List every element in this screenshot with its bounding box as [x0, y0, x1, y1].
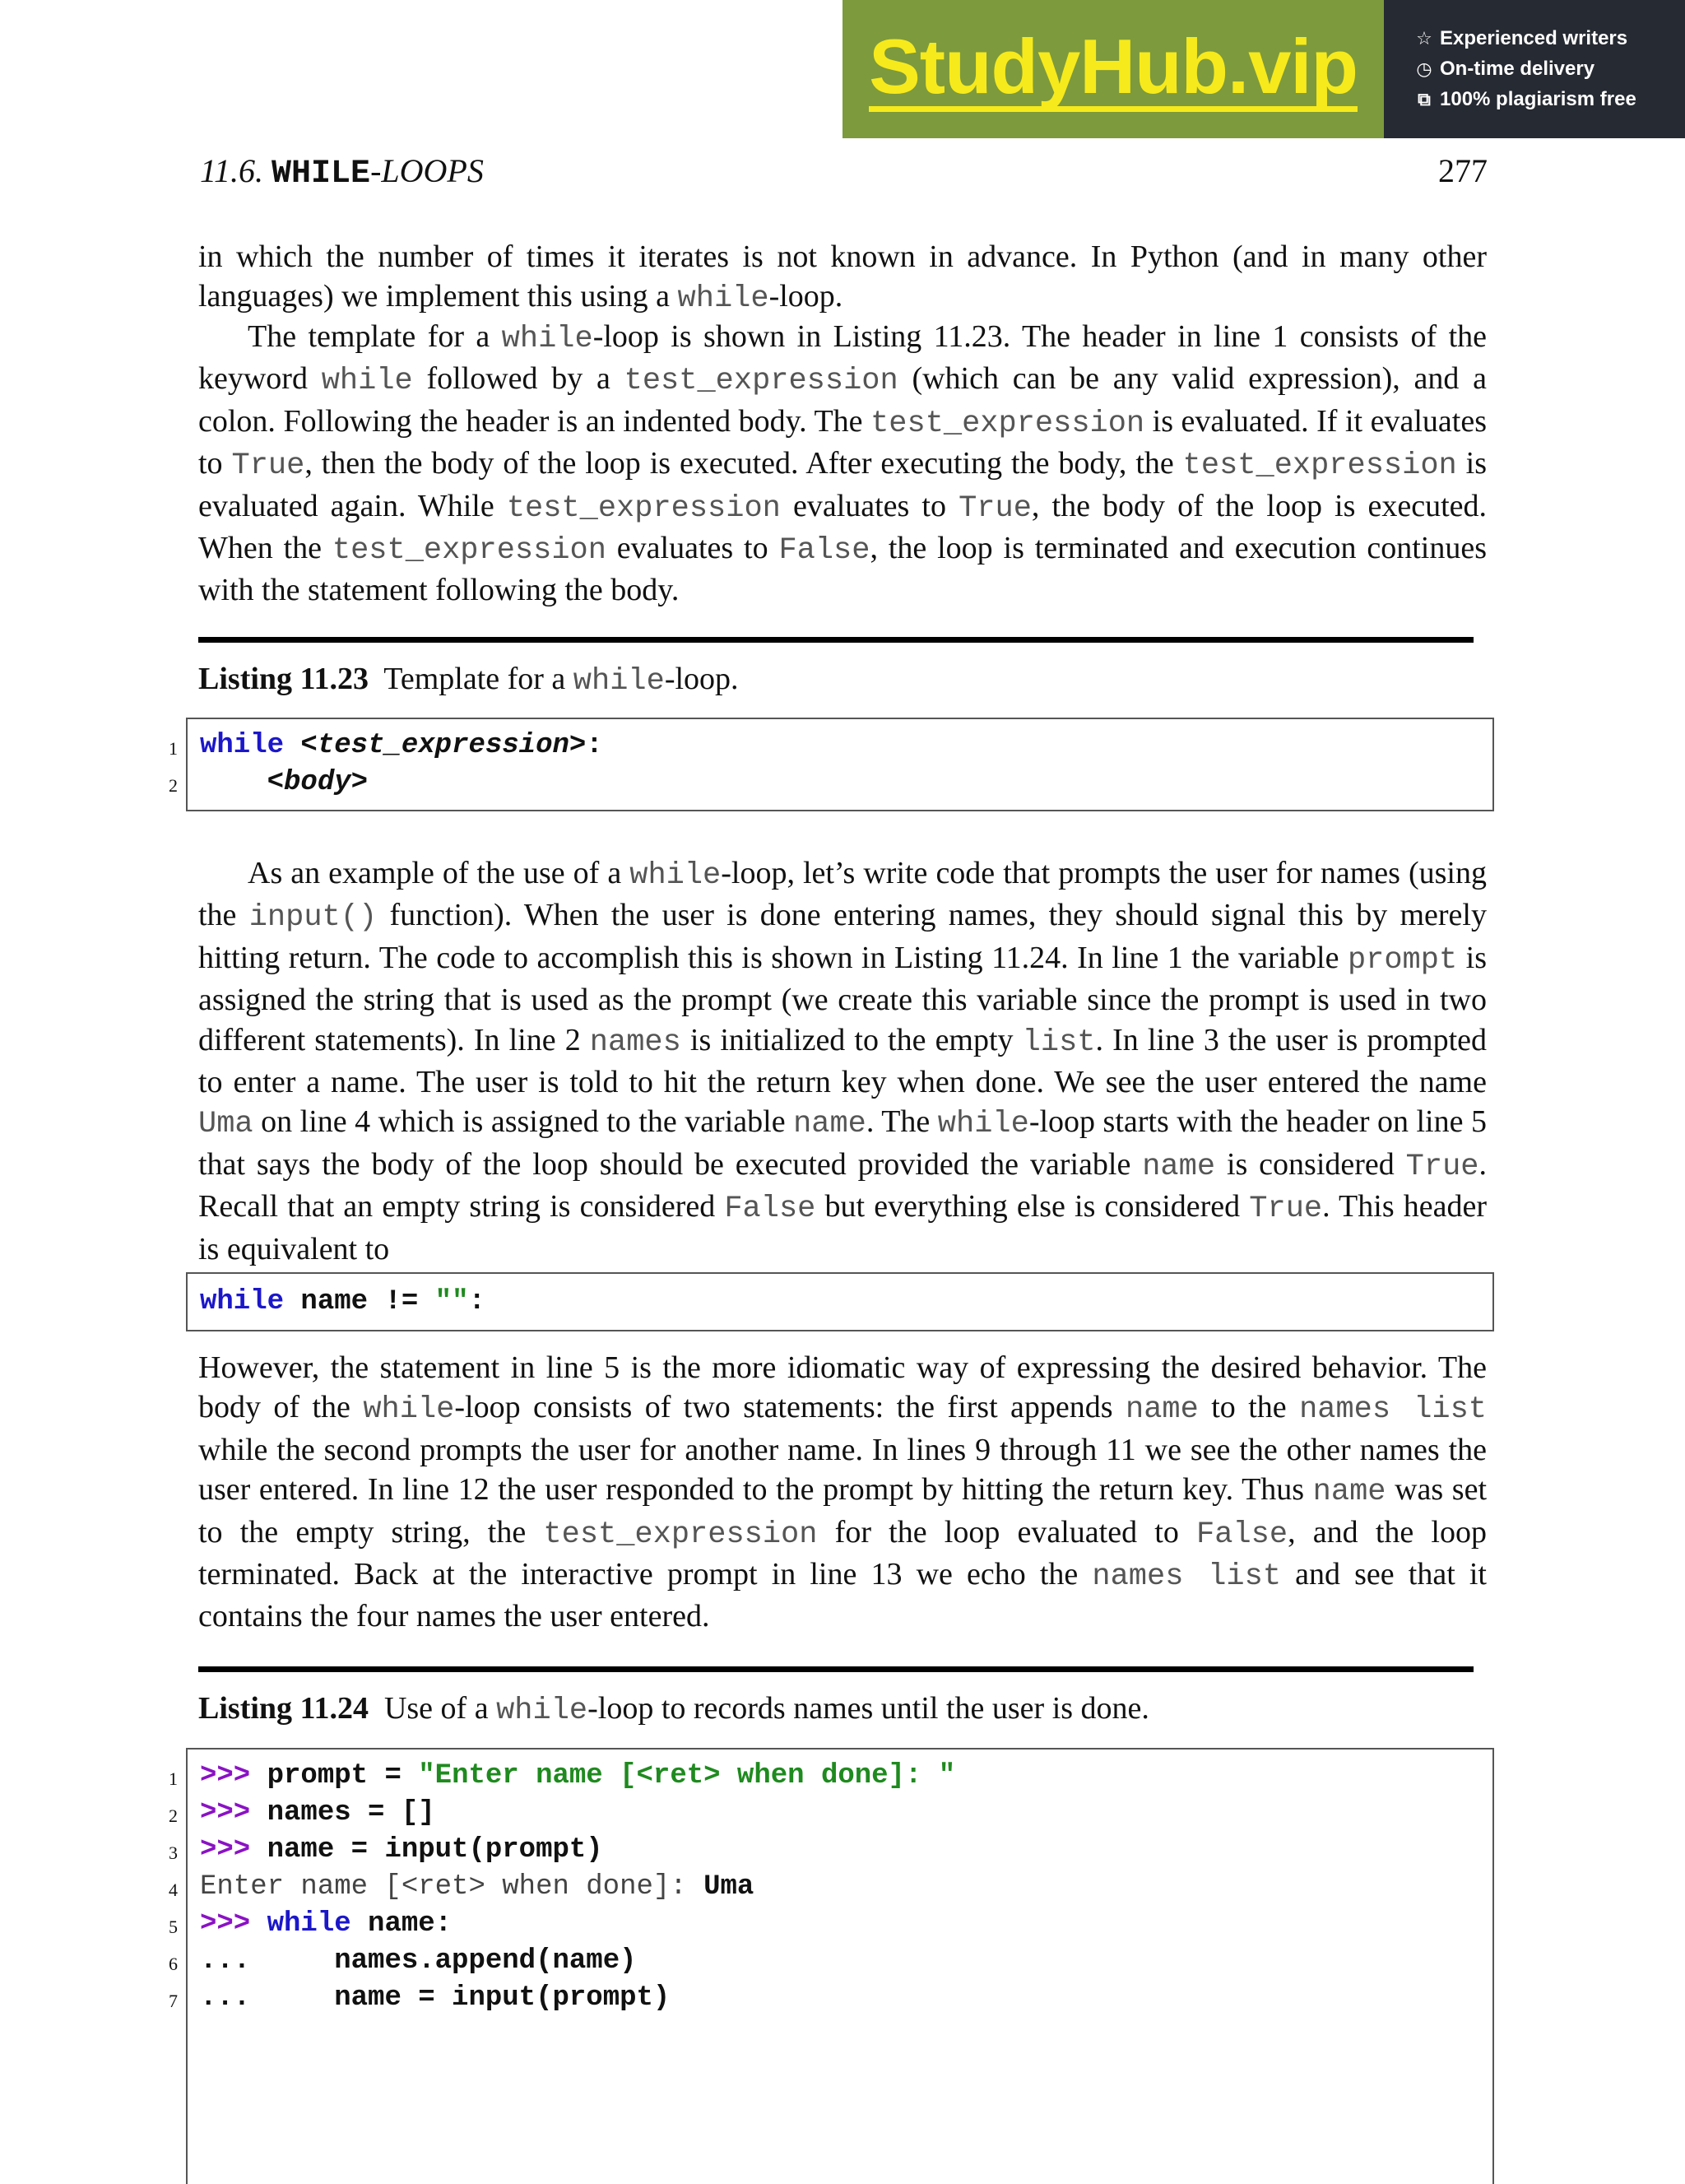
listing-caption: Listing 11.23 Template for a while-loop. — [198, 662, 739, 699]
paragraph-template: The template for a while-loop is shown in Listing 11.23. The header in line 1 consists of the keyword while followed by a test_expression (which can be any valid expression), and a colon. Following the header is an indented body. The test_expression is evaluated. If it evaluates to True, then the body of the loop is executed. After executing the body, the test_expression is evaluated again. While test_expression evaluates to True, the body of the loop is executed. When the test_expression evaluates to False, the loop is terminated and execution continues with the statement following the body. — [198, 319, 1487, 608]
running-header — [200, 151, 1488, 193]
star-outline-icon: ☆ — [1416, 28, 1432, 49]
paragraph-example: As an example of the use of a while-loop, let’s write code that prompts the user for names (using the input() function). When the user is done entering names, they should signal this by merely hitting return. The code to accomplish this is shown in Listing 11.24. In line 1 the variable prompt is assigned the string that is used as the prompt (we create this variable since the prompt is used in two different statements). In line 2 names is initialized to the empty list. In line 3 the user is prompted to enter a name. The user is told to hit the return key when done. We see the user entered the name Uma on line 4 which is assigned to the variable name. The while-loop starts with the header on line 5 that says the body of the loop should be executed provided the variable name is considered True. Recall that an empty string is considered False but everything else is considered True. This header is equivalent to — [198, 856, 1488, 1266]
line-number: 2 — [169, 775, 178, 796]
code-line: 7 ... name = input(prompt) — [188, 1980, 1492, 2017]
code-line: 2 >>> names = [] — [188, 1795, 1492, 1832]
line-number: 3 — [169, 1842, 178, 1863]
feature-item — [1413, 88, 1685, 111]
section-keyword: WHILE — [272, 156, 371, 193]
code-listing-names — [169, 1748, 1494, 2184]
line-number: 1 — [169, 738, 178, 759]
code-line: 1 >>> prompt = "Enter name [<ret> when done]: " — [188, 1758, 1492, 1795]
paragraph-explanation: However, the statement in line 5 is the more idiomatic way of expressing the desired behavior. The body of the while-loop consists of two statements: the first appends name to the names list while the second prompts the user for another name. In lines 9 through 11 we see the other names the user entered. In line 12 the user responded to the prompt by hitting the return key. Thus name was set to the empty string, the test_expression for the loop evaluated to False, and the loop terminated. Back at the interactive prompt in line 13 we echo the names list and see that it contains the four names the user entered. — [198, 1350, 1488, 1634]
promo-banner[interactable] — [842, 0, 1685, 138]
line-number: 4 — [169, 1880, 178, 1900]
code-line: 4 Enter name [<ret> when done]: Uma — [188, 1869, 1492, 1906]
line-number: 6 — [169, 1954, 178, 1974]
clock-icon: ◷ — [1416, 58, 1432, 79]
feature-item — [1413, 58, 1685, 81]
code-line: 1 while <test_expression>: — [188, 727, 1492, 764]
line-number: 2 — [169, 1805, 178, 1826]
feature-label: 100% plagiarism free — [1440, 88, 1636, 110]
code-box-equivalent — [186, 1272, 1494, 1331]
section-title — [200, 151, 484, 193]
listing-caption: Listing 11.24 Use of a while-loop to records names until the user is done. — [198, 1691, 1149, 1728]
code-line: 6 ... names.append(name) — [188, 1943, 1492, 1980]
feature-label: On-time delivery — [1440, 58, 1595, 80]
line-number: 5 — [169, 1917, 178, 1937]
feature-label: Experienced writers — [1440, 27, 1628, 49]
code-line: 5 >>> while name: — [188, 1906, 1492, 1943]
listing-label: Listing 11.23 — [198, 662, 369, 696]
line-number: 7 — [169, 1991, 178, 2011]
code-line: 2 <body> — [188, 764, 1492, 802]
section-number: 11.6. — [200, 152, 264, 189]
feature-list — [1384, 0, 1685, 138]
brand-logo[interactable] — [842, 0, 1384, 138]
feature-item — [1413, 27, 1685, 50]
listing-rule — [198, 637, 1474, 643]
listing-rule — [198, 1666, 1474, 1672]
code-listing-template — [169, 718, 1494, 811]
copy-document-icon: ⧉ — [1418, 89, 1431, 109]
page-number: 277 — [1438, 152, 1488, 189]
line-number: 1 — [169, 1768, 178, 1789]
paragraph-intro: in which the number of times it iterates is not known in advance. In Python (and in many other languages) we implement this using a while-loop. — [198, 239, 1487, 317]
section-suffix: -LOOPS — [370, 152, 484, 189]
code-line: 3 >>> name = input(prompt) — [188, 1832, 1492, 1869]
code-line: while name != "": — [200, 1286, 485, 1317]
listing-label: Listing 11.24 — [198, 1691, 369, 1726]
brand-name: StudyHub.vip — [869, 27, 1358, 112]
